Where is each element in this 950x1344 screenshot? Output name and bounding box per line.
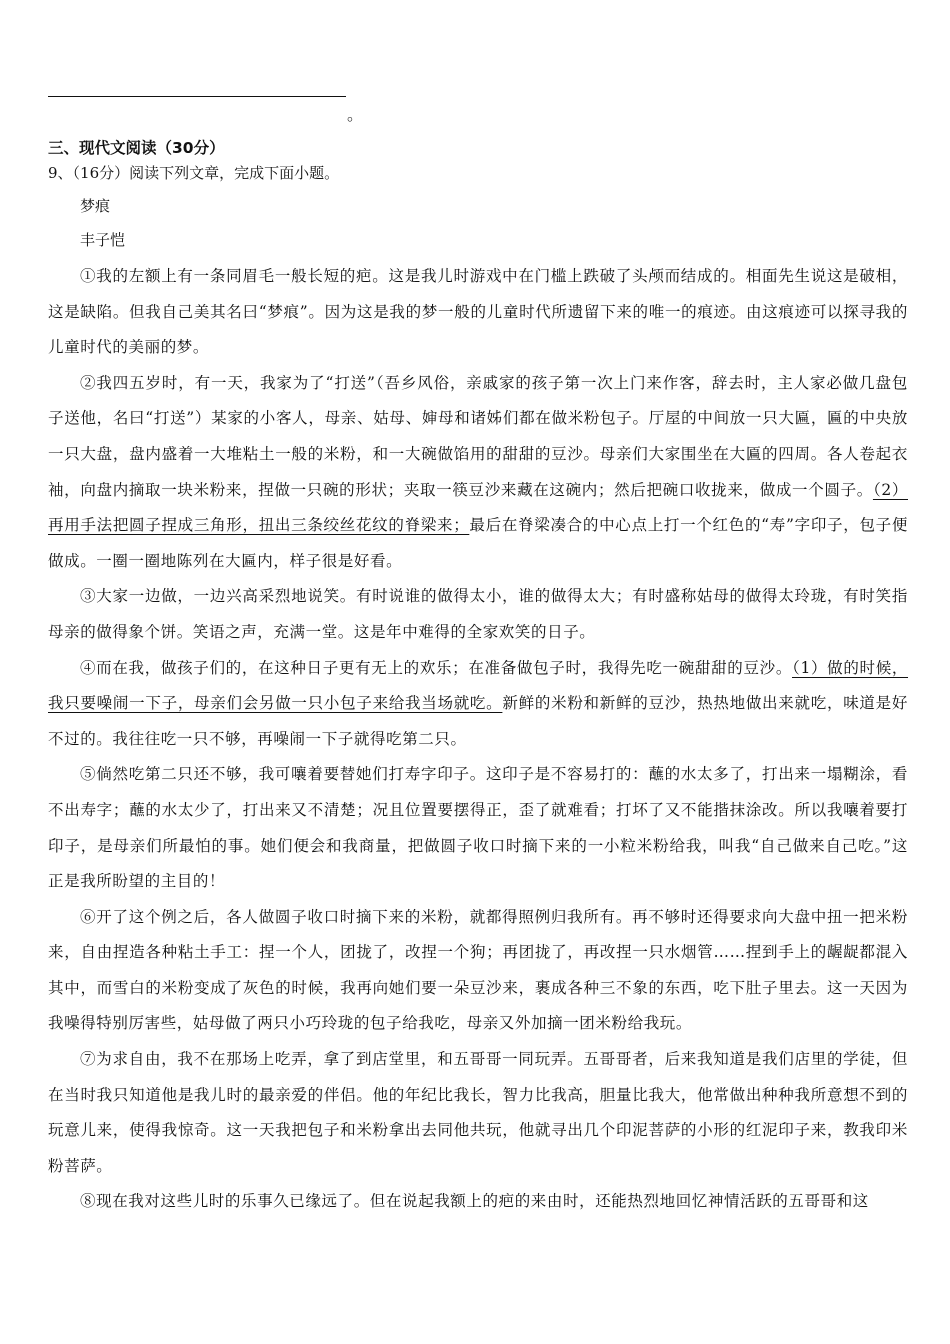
paragraph [48,651,908,758]
paragraph [48,900,908,1042]
article-body [48,259,908,1220]
answer-blank-period: 。 [347,105,364,124]
paragraph-text: 新鲜的米粉和新鲜的豆沙，热热地做出来就吃，味道是好不过的。我往往吃一只不够，再噪闹一下子就得吃第二只。 [48,694,908,748]
paragraph-text: ⑥开了这个例之后，各人做圆子收口时摘下来的米粉，就都得照例归我所有。再不够时还得要求向大盘中扭一把米粉来，自由捏造各种粘土手工：捏一个人，团拢了，改捏一个狗；再团拢了，再改捏一只水烟管……捏到手上的龌龊都混入其中，而雪白的米粉变成了灰色的时候，我再向她们要一朵豆沙来，裹成各种三不象的东西，吃下肚子里去。这一天因为我噪得特别厉害些，姑母做了两只小巧玲珑的包子给我吃，母亲又外加摘一团米粉给我玩。 [48,907,908,1033]
paragraph [48,1042,908,1184]
article-author: 丰子恺 [80,231,126,249]
paragraph-text: ④而在我，做孩子们的，在这种日子更有无上的欢乐；在准备做包子时，我得先吃一碗甜甜的豆沙。 [80,658,793,677]
paragraph [48,757,908,899]
paragraph-text: ⑤倘然吃第二只还不够，我可嚷着要替她们打寿字印子。这印子是不容易打的：蘸的水太多了，打出来一塌糊涂，看不出寿字；蘸的水太少了，打出来又不清楚；况且位置要摆得正，歪了就难看；打坏了又不能揩抹涂改。所以我嚷着要打印子，是母亲们所最怕的事。她们便会和我商量，把做圆子收口时摘下来的一小粒米粉给我，叫我“自己做来自己吃。”这正是我所盼望的主目的！ [48,765,908,891]
paragraph [48,579,908,650]
paragraph [48,259,908,366]
answer-blank-line [48,96,346,97]
paragraph-text: 最后在脊梁凑合的中心点上打一个红色的“寿”字印子，包子便做成。一圈一圈地陈列在大匾内，样子很是好看。 [48,516,908,570]
paragraph-text: ⑧现在我对这些儿时的乐事久已缘远了。但在说起我额上的疤的来由时，还能热烈地回忆神情活跃的五哥哥和这 [80,1192,869,1211]
section-title: 三、现代文阅读（30分） [48,139,225,157]
article-title: 梦痕 [80,197,111,215]
underlined-sentence-2: （2）再用手法把圆子捏成三角形，扭出三条绞丝花纹的脊梁来； [48,480,908,535]
question-prompt: 9、（16分）阅读下列文章，完成下面小题。 [48,164,340,182]
paragraph-text: ③大家一边做，一边兴高采烈地说笑。有时说谁的做得太小，谁的做得太大；有时盛称姑母的做得太玲珑，有时笑指母亲的做得象个饼。笑语之声，充满一堂。这是年中难得的全家欢笑的日子。 [48,587,908,641]
paragraph [48,366,908,580]
paragraph-text: ①我的左额上有一条同眉毛一般长短的疤。这是我儿时游戏中在门槛上跌破了头颅而结成的。相面先生说这是破相，这是缺陷。但我自己美其名曰“梦痕”。因为这是我的梦一般的儿童时代所遗留下来的唯一的痕迹。由这痕迹可以探寻我的儿童时代的美丽的梦。 [48,267,908,357]
underlined-sentence-1: （1）做的时候，我只要噪闹一下子，母亲们会另做一只小包子来给我当场就吃。 [48,658,909,713]
paragraph-text: ⑦为求自由，我不在那场上吃弄，拿了到店堂里，和五哥哥一同玩弄。五哥哥者，后来我知道是我们店里的学徒，但在当时我只知道他是我儿时的最亲爱的伴侣。他的年纪比我长，智力比我高，胆量比我大，他常做出种种我所意想不到的玩意儿来，使得我惊奇。这一天我把包子和米粉拿出去同他共玩，他就寻出几个印泥菩萨的小形的红泥印子来，教我印米粉菩萨。 [48,1050,908,1175]
paragraph [48,1184,908,1220]
paragraph-text: ②我四五岁时，有一天，我家为了“打送”（吾乡风俗，亲戚家的孩子第一次上门来作客，辞去时，主人家必做几盘包子送他，名曰“打送”）某家的小客人，母亲、姑母、婶母和诸姊们都在做米粉包子。厅屋的中间放一只大匾，匾的中央放一只大盘，盘内盛着一大堆粘土一般的米粉，和一大碗做馅用的甜甜的豆沙。母亲们大家围坐在大匾的四周。各人卷起衣袖，向盘内摘取一块米粉来，捏做一只碗的形状；夹取一筷豆沙来藏在这碗内；然后把碗口收拢来，做成一个圆子。 [48,373,908,499]
